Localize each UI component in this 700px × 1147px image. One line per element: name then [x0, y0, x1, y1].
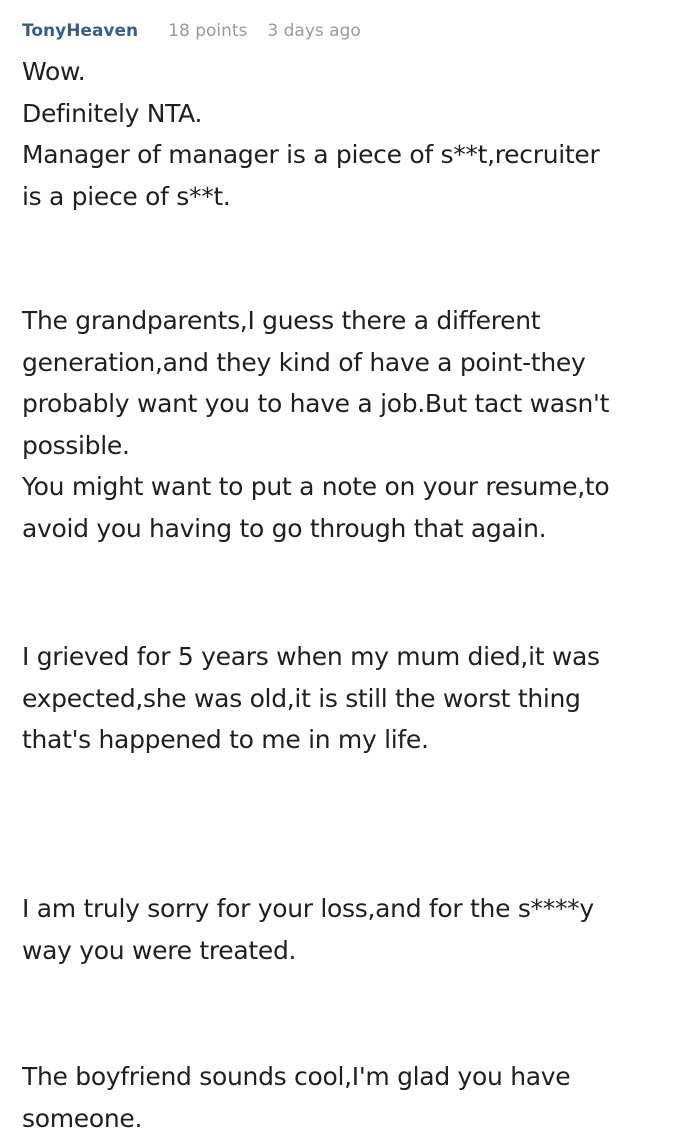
comment-line: generation,and they kind of have a point-they — [22, 347, 586, 377]
comment-line: that's happened to me in my life. — [22, 725, 429, 754]
points-count: 18 points — [168, 21, 248, 41]
comment-line: possible. — [22, 430, 130, 460]
comment-paragraph — [22, 300, 682, 549]
comment-paragraph — [22, 51, 682, 217]
comment-line: You might want to put a note on your resume,to — [22, 472, 610, 501]
comment-line: I grieved for 5 years when my mum died,it was — [22, 642, 600, 671]
timestamp[interactable]: 3 days ago — [267, 21, 361, 41]
comment-paragraph — [22, 636, 682, 761]
comment-line: Wow. — [22, 57, 86, 86]
comment-paragraph — [22, 888, 682, 971]
comment-line: expected,she was old,it is still the worst thing — [22, 683, 581, 713]
comment-line: The boyfriend sounds cool,I'm glad you have — [22, 1062, 571, 1091]
comment-line: is a piece of s**t. — [22, 181, 231, 211]
comment-line: Manager of manager is a piece of s**t,recruiter — [22, 140, 600, 169]
comment-line: someone. — [22, 1103, 143, 1133]
comment-paragraph — [22, 1056, 682, 1139]
author-link[interactable]: TonyHeaven — [22, 21, 139, 41]
comment-line: avoid you having to go through that again. — [22, 513, 547, 543]
comment-line: Definitely NTA. — [22, 98, 203, 128]
comment-line: I am truly sorry for your loss,and for the s****y — [22, 894, 594, 923]
comment-header — [22, 20, 361, 42]
comment-line: way you were treated. — [22, 935, 297, 965]
comment-line: The grandparents,I guess there a different — [22, 306, 541, 335]
comment-line: probably want you to have a job.But tact wasn't — [22, 389, 610, 418]
